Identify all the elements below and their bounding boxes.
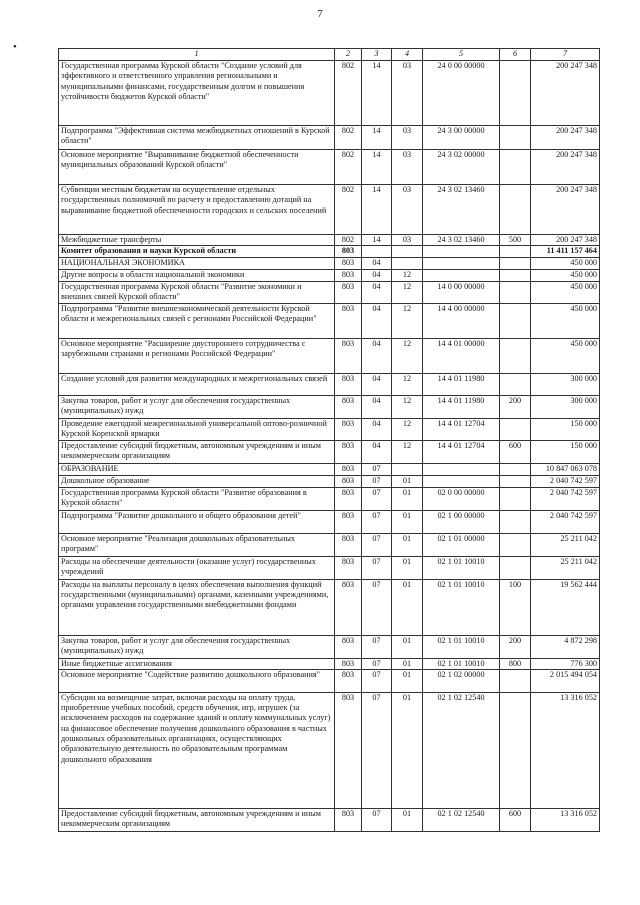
cell-rz: 07 [362, 692, 392, 808]
cell-name: НАЦИОНАЛЬНАЯ ЭКОНОМИКА [59, 258, 335, 270]
cell-sum: 450 000 [531, 338, 600, 373]
cell-sum: 200 247 348 [531, 150, 600, 185]
cell-ved: 802 [335, 150, 362, 185]
cell-csr: 14 4 00 00000 [423, 303, 500, 338]
table-row [59, 246, 600, 258]
cell-name: Подпрограмма "Эффективная система межбюджетных отношений в Курской области" [59, 126, 335, 150]
table-row [59, 61, 600, 126]
cell-vr: 500 [500, 235, 531, 246]
cell-ved: 803 [335, 579, 362, 635]
cell-pr: 01 [392, 487, 423, 510]
cell-csr [423, 258, 500, 270]
cell-ved: 803 [335, 692, 362, 808]
table-row [59, 185, 600, 235]
cell-ved: 803 [335, 487, 362, 510]
cell-ved: 803 [335, 395, 362, 418]
cell-name: Расходы на обеспечение деятельности (оказание услуг) государственных учреждений [59, 556, 335, 579]
cell-rz: 07 [362, 556, 392, 579]
cell-name: ОБРАЗОВАНИЕ [59, 463, 335, 475]
cell-csr: 24 0 00 00000 [423, 61, 500, 126]
cell-vr [500, 270, 531, 281]
cell-csr: 02 1 01 10010 [423, 579, 500, 635]
cell-pr: 12 [392, 281, 423, 303]
header-col-name: 1 [59, 49, 335, 61]
cell-name: Субвенции местным бюджетам на осуществление отдельных государственных полномочий по расчету и предоставлению дотаций на выравнивание бюджетной обеспеченности городских и сельских поселений [59, 185, 335, 235]
header-col-csr: 5 [423, 49, 500, 61]
cell-rz: 04 [362, 440, 392, 463]
cell-vr [500, 281, 531, 303]
cell-pr: 12 [392, 373, 423, 395]
cell-ved: 803 [335, 418, 362, 440]
cell-csr: 14 4 01 11980 [423, 373, 500, 395]
cell-sum: 25 211 042 [531, 556, 600, 579]
cell-pr: 12 [392, 440, 423, 463]
cell-rz: 07 [362, 475, 392, 487]
cell-ved: 803 [335, 658, 362, 669]
cell-sum: 450 000 [531, 270, 600, 281]
cell-pr: 01 [392, 533, 423, 556]
cell-vr: 600 [500, 440, 531, 463]
cell-pr: 01 [392, 579, 423, 635]
header-col-ved: 2 [335, 49, 362, 61]
cell-csr: 24 3 02 13460 [423, 185, 500, 235]
table-row [59, 281, 600, 303]
header-col-pr: 4 [392, 49, 423, 61]
table-row [59, 510, 600, 533]
table-row [59, 150, 600, 185]
cell-ved: 803 [335, 556, 362, 579]
cell-vr [500, 418, 531, 440]
cell-vr [500, 510, 531, 533]
cell-csr: 02 1 02 12540 [423, 808, 500, 831]
cell-name: Основное мероприятие "Реализация дошкольных образовательных программ" [59, 533, 335, 556]
cell-rz: 04 [362, 373, 392, 395]
table-row [59, 418, 600, 440]
cell-pr: 12 [392, 303, 423, 338]
cell-sum: 200 247 348 [531, 126, 600, 150]
cell-csr: 02 0 00 00000 [423, 487, 500, 510]
cell-sum: 450 000 [531, 281, 600, 303]
cell-csr: 14 4 01 12704 [423, 418, 500, 440]
table-row [59, 475, 600, 487]
cell-rz: 07 [362, 669, 392, 692]
cell-vr [500, 475, 531, 487]
cell-name: Межбюджетные трансферты [59, 235, 335, 246]
cell-csr: 14 4 01 11980 [423, 395, 500, 418]
cell-csr [423, 270, 500, 281]
cell-sum: 200 247 348 [531, 185, 600, 235]
cell-vr: 800 [500, 658, 531, 669]
table-row [59, 235, 600, 246]
table-row [59, 579, 600, 635]
cell-csr [423, 246, 500, 258]
cell-sum: 10 847 063 078 [531, 463, 600, 475]
cell-name: Предоставление субсидий бюджетным, автономным учреждениям и иным некоммерческим организациям [59, 808, 335, 831]
cell-sum: 776 300 [531, 658, 600, 669]
cell-ved: 803 [335, 281, 362, 303]
cell-name: Другие вопросы в области национальной экономики [59, 270, 335, 281]
cell-pr: 01 [392, 475, 423, 487]
cell-name: Расходы на выплаты персоналу в целях обеспечения выполнения функций государственными (муниципальными) органами, казенными учреждениями, органами управления государственными внебюджетными фондами [59, 579, 335, 635]
cell-vr [500, 338, 531, 373]
cell-ved: 803 [335, 463, 362, 475]
cell-ved: 803 [335, 258, 362, 270]
cell-name: Предоставление субсидий бюджетным, автономным учреждениям и иным некоммерческим организациям [59, 440, 335, 463]
cell-name: Дошкольное образование [59, 475, 335, 487]
cell-vr [500, 373, 531, 395]
cell-ved: 803 [335, 338, 362, 373]
header-col-sum: 7 [531, 49, 600, 61]
cell-ved: 802 [335, 126, 362, 150]
cell-ved: 803 [335, 510, 362, 533]
cell-pr: 01 [392, 658, 423, 669]
cell-vr: 200 [500, 635, 531, 658]
page-number: 7 [317, 8, 323, 20]
cell-vr [500, 150, 531, 185]
table-row [59, 270, 600, 281]
header-col-rz: 3 [362, 49, 392, 61]
cell-pr: 01 [392, 808, 423, 831]
cell-ved: 802 [335, 185, 362, 235]
cell-vr [500, 258, 531, 270]
table-row [59, 556, 600, 579]
table-row [59, 303, 600, 338]
table-row [59, 440, 600, 463]
cell-csr: 02 1 02 12540 [423, 692, 500, 808]
cell-ved: 802 [335, 235, 362, 246]
cell-pr: 03 [392, 150, 423, 185]
cell-csr [423, 463, 500, 475]
header-row [59, 49, 600, 61]
cell-csr: 14 4 01 00000 [423, 338, 500, 373]
cell-ved: 803 [335, 475, 362, 487]
cell-ved: 802 [335, 61, 362, 126]
cell-name: Основное мероприятие "Расширение двустороннего сотрудничества с зарубежными странами и регионами Российской Федерации" [59, 338, 335, 373]
cell-vr [500, 692, 531, 808]
cell-name: Комитет образования и науки Курской области [59, 246, 335, 258]
cell-rz: 07 [362, 463, 392, 475]
table-row [59, 669, 600, 692]
cell-pr [392, 246, 423, 258]
cell-sum: 450 000 [531, 258, 600, 270]
cell-csr: 02 1 02 00000 [423, 669, 500, 692]
cell-vr [500, 246, 531, 258]
cell-sum: 150 000 [531, 440, 600, 463]
cell-sum: 300 000 [531, 395, 600, 418]
cell-sum: 13 316 052 [531, 808, 600, 831]
cell-pr: 03 [392, 185, 423, 235]
cell-rz: 14 [362, 185, 392, 235]
cell-ved: 803 [335, 533, 362, 556]
cell-vr [500, 185, 531, 235]
cell-pr: 01 [392, 669, 423, 692]
cell-ved: 803 [335, 440, 362, 463]
cell-sum: 2 040 742 597 [531, 475, 600, 487]
cell-sum: 13 316 052 [531, 692, 600, 808]
cell-pr: 01 [392, 635, 423, 658]
cell-ved: 803 [335, 246, 362, 258]
cell-pr: 01 [392, 692, 423, 808]
cell-sum: 300 000 [531, 373, 600, 395]
cell-sum: 150 000 [531, 418, 600, 440]
table-row [59, 533, 600, 556]
cell-name: Субсидии на возмещение затрат, включая расходы на оплату труда, приобретение учебных пособий, средств обучения, игр, игрушек (за исключением расходов на содержание зданий и оплату коммунальных услуг) на финансовое обеспечение получения дошкольного образования в частных дошкольных образовательных организациях, осуществляющих образовательную деятельность по образовательным программам дошкольного образования [59, 692, 335, 808]
cell-sum: 200 247 348 [531, 235, 600, 246]
header-col-vr: 6 [500, 49, 531, 61]
table-row [59, 126, 600, 150]
table-row [59, 658, 600, 669]
cell-ved: 803 [335, 270, 362, 281]
cell-sum: 2 040 742 597 [531, 487, 600, 510]
cell-sum: 200 247 348 [531, 61, 600, 126]
cell-pr [392, 463, 423, 475]
cell-vr [500, 487, 531, 510]
cell-vr [500, 463, 531, 475]
cell-csr: 24 3 02 13460 [423, 235, 500, 246]
cell-rz: 04 [362, 338, 392, 373]
cell-vr [500, 61, 531, 126]
cell-csr: 02 1 01 10010 [423, 635, 500, 658]
cell-csr: 14 4 01 12704 [423, 440, 500, 463]
cell-name: Государственная программа Курской области "Развитие экономики и внешних связей Курской области" [59, 281, 335, 303]
cell-rz: 07 [362, 533, 392, 556]
cell-rz: 04 [362, 418, 392, 440]
cell-vr [500, 126, 531, 150]
table-row [59, 258, 600, 270]
cell-rz [362, 246, 392, 258]
cell-pr: 01 [392, 556, 423, 579]
cell-csr: 02 1 01 10010 [423, 658, 500, 669]
cell-name: Иные бюджетные ассигнования [59, 658, 335, 669]
cell-sum: 11 411 157 464 [531, 246, 600, 258]
cell-csr: 02 1 01 10010 [423, 556, 500, 579]
table-row [59, 463, 600, 475]
table-row [59, 487, 600, 510]
cell-vr [500, 533, 531, 556]
cell-sum: 2 015 494 054 [531, 669, 600, 692]
cell-csr: 02 1 01 00000 [423, 533, 500, 556]
cell-rz: 07 [362, 487, 392, 510]
cell-name: Государственная программа Курской области "Создание условий для эффективного и ответственного управления региональными и муниципальными финансами, государственным долгом и повышения устойчивости бюджетов Курской области" [59, 61, 335, 126]
cell-sum: 450 000 [531, 303, 600, 338]
cell-ved: 803 [335, 303, 362, 338]
table-row [59, 373, 600, 395]
cell-sum: 2 040 742 597 [531, 510, 600, 533]
cell-csr [423, 475, 500, 487]
cell-sum: 19 562 444 [531, 579, 600, 635]
cell-name: Проведение ежегодной межрегиональной универсальной оптово-розничной Курской Коренской ярмарки [59, 418, 335, 440]
cell-vr: 200 [500, 395, 531, 418]
cell-rz: 07 [362, 510, 392, 533]
table-row [59, 692, 600, 808]
cell-ved: 803 [335, 373, 362, 395]
cell-rz: 14 [362, 235, 392, 246]
cell-csr: 02 1 00 00000 [423, 510, 500, 533]
cell-name: Создание условий для развития международных и межрегиональных связей [59, 373, 335, 395]
cell-csr: 14 0 00 00000 [423, 281, 500, 303]
table-row [59, 808, 600, 831]
cell-pr: 12 [392, 270, 423, 281]
margin-dot: • [13, 41, 17, 53]
cell-rz: 04 [362, 303, 392, 338]
cell-vr [500, 556, 531, 579]
cell-pr: 12 [392, 338, 423, 373]
table-row [59, 395, 600, 418]
cell-ved: 803 [335, 669, 362, 692]
cell-csr: 24 3 00 00000 [423, 126, 500, 150]
cell-sum: 4 872 298 [531, 635, 600, 658]
cell-rz: 07 [362, 635, 392, 658]
cell-rz: 04 [362, 258, 392, 270]
cell-pr: 03 [392, 61, 423, 126]
cell-csr: 24 3 02 00000 [423, 150, 500, 185]
cell-vr: 600 [500, 808, 531, 831]
cell-name: Подпрограмма "Развитие внешнеэкономической деятельности Курской области и межрегиональных связей с регионами Российской Федерации" [59, 303, 335, 338]
cell-name: Государственная программа Курской области "Развитие образования в Курской области" [59, 487, 335, 510]
cell-ved: 803 [335, 635, 362, 658]
cell-pr: 01 [392, 510, 423, 533]
cell-sum: 25 211 042 [531, 533, 600, 556]
cell-name: Закупка товаров, работ и услуг для обеспечения государственных (муниципальных) нужд [59, 635, 335, 658]
cell-vr [500, 303, 531, 338]
cell-rz: 14 [362, 126, 392, 150]
cell-pr: 12 [392, 418, 423, 440]
cell-name: Основное мероприятие "Выравнивание бюджетной обеспеченности муниципальных образований Курской области" [59, 150, 335, 185]
cell-rz: 14 [362, 150, 392, 185]
cell-rz: 07 [362, 808, 392, 831]
cell-rz: 14 [362, 61, 392, 126]
cell-pr [392, 258, 423, 270]
cell-rz: 04 [362, 270, 392, 281]
cell-rz: 04 [362, 395, 392, 418]
cell-pr: 03 [392, 126, 423, 150]
cell-name: Основное мероприятие "Содействие развитию дошкольного образования" [59, 669, 335, 692]
cell-rz: 07 [362, 658, 392, 669]
cell-ved: 803 [335, 808, 362, 831]
table-row [59, 635, 600, 658]
cell-vr [500, 669, 531, 692]
cell-name: Закупка товаров, работ и услуг для обеспечения государственных (муниципальных) нужд [59, 395, 335, 418]
cell-pr: 12 [392, 395, 423, 418]
cell-rz: 07 [362, 579, 392, 635]
budget-table [58, 48, 600, 832]
cell-name: Подпрограмма "Развитие дошкольного и общего образования детей" [59, 510, 335, 533]
table-row [59, 338, 600, 373]
cell-rz: 04 [362, 281, 392, 303]
cell-vr: 100 [500, 579, 531, 635]
cell-pr: 03 [392, 235, 423, 246]
